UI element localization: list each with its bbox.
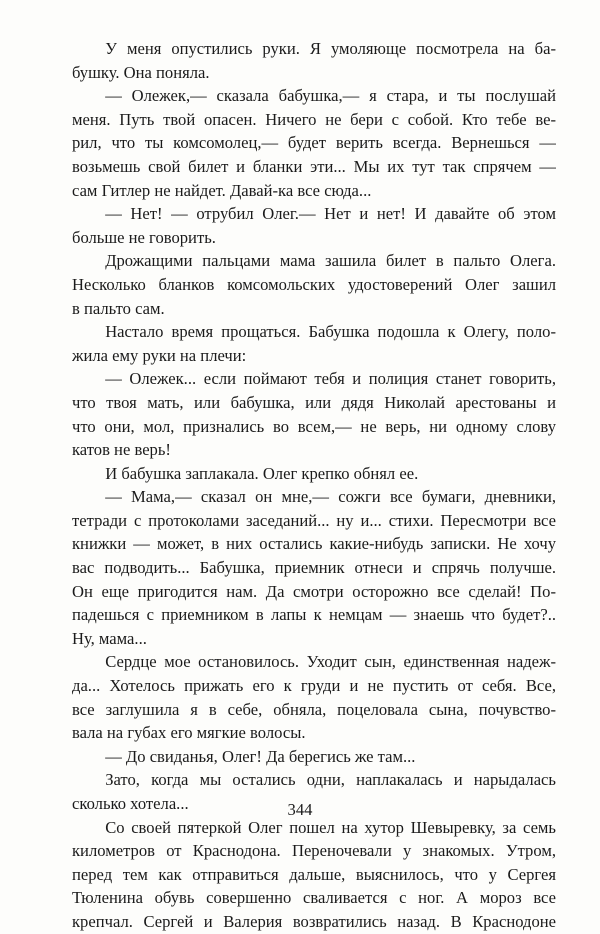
text-line: жила ему руки на плечи:: [72, 345, 247, 365]
text-line: — Олежек... если поймают тебя и полиция станет говорить,: [105, 369, 556, 389]
text-line: Со своей пятеркой Олег пошел на хутор Шевыревку, за семь: [105, 817, 556, 837]
text-line: книжки — может, в них остались какие-нибудь записки. Не хочу: [72, 534, 556, 554]
text-line: вала на губах его мягкие волосы.: [72, 723, 306, 743]
text-line: Он еще пригодится нам. Да смотри осторожно все сделай! По-: [72, 581, 556, 601]
text-line: У меня опустились руки. Я умоляюще посмотрела на ба-: [105, 39, 556, 58]
text-line: Сердце мое остановилось. Уходит сын, единственная надеж-: [105, 652, 556, 672]
text-line: перед тем как отправиться дальше, выяснилось, что у Сергея: [72, 864, 556, 884]
text-line: сколько хотела...: [72, 794, 189, 813]
text-line: катов не верь!: [72, 440, 171, 460]
text-line: Дрожащими пальцами мама зашила билет в пальто Олега.: [105, 251, 556, 271]
text-line: — Нет! — отрубил Олег.— Нет и нет! И давайте об этом: [105, 204, 556, 224]
text-line: сам Гитлер не найдет. Давай-ка все сюда...: [72, 180, 372, 200]
text-line: — До свиданья, Олег! Да берегись же там...: [105, 746, 416, 766]
text-line: что твоя мать, или бабушка, или дядя Николай арестованы и: [72, 392, 556, 412]
text-line: Ну, мама...: [72, 628, 147, 648]
text-line: тетради с протоколами заседаний... ну и... стихи. Пересмотри все: [72, 510, 556, 530]
text-line: возьмешь свой билет и бланки эти... Мы их тут так спрячем —: [72, 156, 556, 176]
text-line: бушку. Она поняла.: [72, 62, 210, 82]
text-line: Несколько бланков комсомольских удостоверений Олег зашил: [72, 274, 556, 294]
text-line: в пальто сам.: [72, 298, 165, 318]
text-line: все заглушила я в себе, обняла, поцеловала сына, почувство-: [72, 699, 556, 719]
text-line: меня. Путь твой опасен. Ничего не бери с собой. Кто тебе ве-: [72, 109, 556, 129]
text-line: больше не говорить.: [72, 227, 216, 247]
text-line: Зато, когда мы остались одни, наплакалась и нарыдалась: [105, 770, 556, 790]
text-line: что они, мол, признались во всем,— не верь, ни одному слову: [72, 416, 556, 436]
text-line: Тюленина обувь совершенно сваливается с ног. А мороз все: [72, 888, 556, 908]
text-line: вас подводить... Бабушка, приемник отнеси и спрячь получше.: [72, 558, 556, 578]
text-line: падешься с приемником в лапы к немцам — знаешь что будет?..: [72, 605, 556, 625]
page-number: 344: [287, 800, 313, 819]
text-line: да... Хотелось прижать его к груди и не пустить от себя. Все,: [72, 676, 556, 696]
text-line: И бабушка заплакала. Олег крепко обнял ее.: [105, 463, 419, 483]
text-line: — Мама,— сказал он мне,— сожги все бумаги, дневники,: [105, 487, 556, 507]
text-line: рил, что ты комсомолец,— будет верить всегда. Вернешься —: [72, 133, 556, 153]
text-line: Настало время прощаться. Бабушка подошла к Олегу, поло-: [105, 322, 556, 342]
text-line: — Олежек,— сказала бабушка,— я стара, и ты послушай: [105, 86, 556, 106]
text-line: километров от Краснодона. Переночевали у знакомых. Утром,: [72, 841, 556, 861]
text-line: крепчал. Сергей и Валерия возвратились назад. В Краснодоне: [72, 911, 556, 931]
